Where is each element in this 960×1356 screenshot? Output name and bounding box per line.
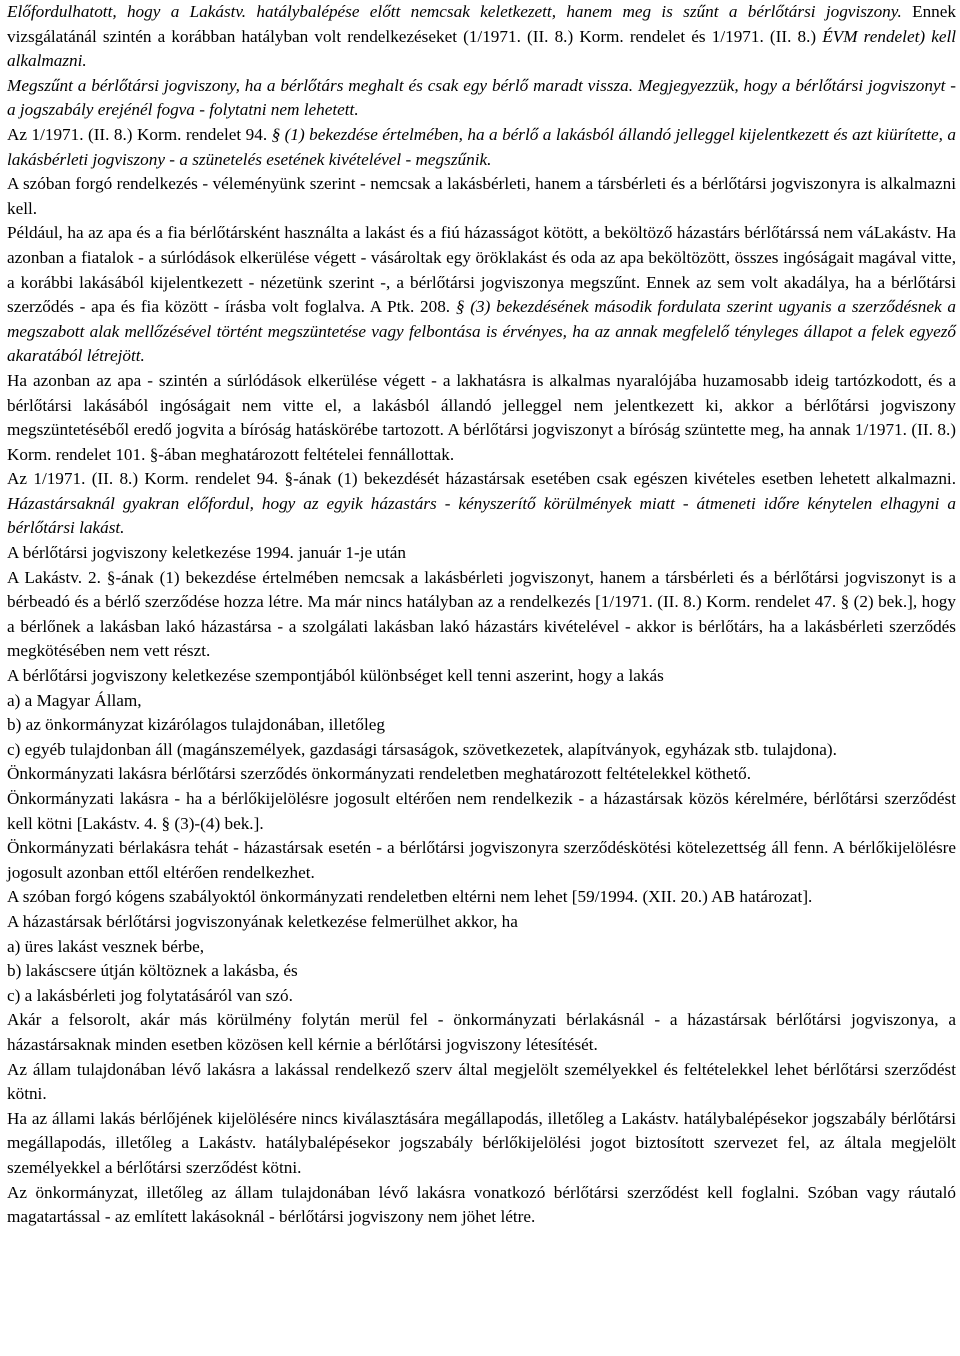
text-segment: Ha az állami lakás bérlőjének kijelölésére nincs kiválasztására megállapodás, illetőleg a Lakástv. hatálybalépésekor jogszabály bérlőtársi megállapodás, illetőleg a Lakástv. hatálybalépésekor jogszabály bérlőkijelölési jogot biztosított szervezet fel, az általa megjelölt személyekkel a bérlőtársi szerződést kötni.: [7, 1108, 956, 1177]
text-segment: ÉVM rendelet) kell alkalmazni.: [7, 26, 956, 71]
text-segment: A bérlőtársi jogviszony keletkezése 1994. január 1-je után: [7, 543, 407, 563]
text-segment: b) az önkormányzat kizárólagos tulajdonában, illetőleg: [7, 715, 385, 735]
text-segment: Az 1/1971. (II. 8.) Korm. rendelet 94.: [7, 124, 272, 144]
text-segment: Ennek vizsgálatánál szintén a korábban hatályban volt rendelkezéseket (1/1971. (II. 8.) Korm. rendelet és 1/1971. (II. 8.): [7, 2, 956, 46]
text-segment: Önkormányzati bérlakásra tehát - házastársak esetén - a bérlőtársi jogviszonyra szerződéskötési kötelezettség áll fenn. A bérlőkijelölésre jogosult azonban ettől eltérően rendelkezhet.: [7, 838, 956, 882]
paragraph: [7, 541, 956, 566]
paragraph: [7, 910, 956, 935]
paragraph: [7, 689, 956, 714]
text-segment: Előfordulhatott, hogy a Lakástv. hatálybalépése előtt nemcsak keletkezett, hanem meg is szűnt a bérlőtársi jogviszony.: [7, 2, 913, 21]
text-segment: a) a Magyar Állam,: [7, 690, 142, 710]
text-segment: Házastársaknál gyakran előfordul, hogy az egyik házastárs - kényszerítő körülmények miatt - átmeneti időre kénytelen elhagyni a bérlőtársi lakást.: [7, 493, 956, 538]
paragraph: [7, 1058, 956, 1107]
paragraph: [7, 74, 956, 123]
paragraph: [7, 787, 956, 836]
text-segment: c) egyéb tulajdonban áll (magánszemélyek, gazdasági társaságok, szövetkezetek, alapítványok, egyházak stb. tulajdona).: [7, 739, 837, 759]
paragraph: [7, 713, 956, 738]
text-segment: A Lakástv. 2. §-ának (1) bekezdése értelmében nemcsak a lakásbérleti jogviszonyt, hanem a társbérleti és a bérlőtársi jogviszonyt is a bérbeadó és a bérlő szerződése hozza létre. Ma már nincs hatályban az a rendelkezés [1/1971. (II. 8.) Korm. rendelet 47. § (2) bek.], hogy a bérlőnek a lakásban lakó házastársa - a szolgálati lakásban lakó házastárs kivételével - akkor is bérlőtárs, ha a lakásbérleti szerződés megkötésében nem vett részt.: [7, 567, 956, 661]
text-segment: Ha azonban az apa - szintén a súrlódások elkerülése végett - a lakhatásra is alkalmas nyaralójába huzamosabb ideig tartózkodott, és a bérlőtársi lakásából ingóságait nem vitte el, a lakásból állandó jelleggel nem jelentkezett ki, akkor a bérlőtársi jogviszony megszüntetéséből eredő jogvita a bíróság hatáskörébe tartozott. A bérlőtársi jogviszonyt a bíróság szüntette meg, ha annak 1/1971. (II. 8.) Korm. rendelet 101. §-ában meghatározott feltételei fennállottak.: [7, 370, 956, 464]
text-segment: A szóban forgó rendelkezés - véleményünk szerint - nemcsak a lakásbérleti, hanem a társbérleti és a bérlőtársi jogviszonyra is alkalmazni kell.: [7, 174, 956, 218]
paragraph: [7, 836, 956, 885]
text-segment: c) a lakásbérleti jog folytatásáról van szó.: [7, 985, 293, 1005]
text-segment: Az állam tulajdonában lévő lakásra a lakással rendelkező szerv által megjelölt személyekkel és feltételekkel lehet bérlőtársi szerződést kötni.: [7, 1059, 956, 1104]
paragraph: [7, 984, 956, 1009]
text-segment: Akár a felsorolt, akár más körülmény folytán merül fel - önkormányzati bérlakásnál - a házastársak bérlőtársi jogviszonya, a házastársaknak minden esetben közösen kell kérnie a bérlőtársi jogviszony létesítését.: [7, 1010, 956, 1054]
text-segment: A bérlőtársi jogviszony keletkezése szempontjából különbséget kell tenni aszerint, hogy a lakás: [7, 666, 664, 686]
text-segment: Az 1/1971. (II. 8.) Korm. rendelet 94. §-ának (1) bekezdését házastársak esetében csak egészen kivételes esetben lehetett alkalmazni.: [7, 469, 956, 489]
text-segment: Önkormányzati lakásra - ha a bérlőkijelölésre jogosult eltérően nem rendelkezik - a házastársak közös kérelmére, bérlőtársi szerződést kell kötni [Lakástv. 4. § (3)-(4) bek.].: [7, 789, 956, 833]
text-segment: Ha azonban a fiatalok - a súrlódások elkerülése végett - vásároltak egy öröklakást és oda az apa beköltözött, összes ingóságait magával vitte, a korábbi lakásából kijelentkezett - nézetünk szerint -, a bérlőtársi jogviszonya megszűnt. Ennek az sem volt akadálya, ha a bérlőtársi szerződés - apa és fia között - írásba volt foglalva. A Ptk. 208.: [7, 223, 956, 317]
paragraph: [7, 369, 956, 467]
paragraph: [7, 566, 956, 664]
text-segment: A szóban forgó kógens szabályoktól önkormányzati rendeletben eltérni nem lehet [59/1994. (XII. 20.) AB határozat].: [7, 887, 813, 907]
text-segment: b) lakáscsere útján költöznek a lakásba, és: [7, 961, 298, 981]
paragraph: [7, 1181, 956, 1230]
text-segment: a) üres lakást vesznek bérbe,: [7, 936, 205, 956]
paragraph: [7, 1107, 956, 1181]
paragraph: [7, 959, 956, 984]
text-segment: § (3) bekezdésének második fordulata szerint ugyanis a szerződésnek a megszabott alak mellőzésével történt megszüntetése vagy felbontása is érvényes, ha az annak megfelelő tényleges állapot a felek egyező akaratából létrejött.: [7, 297, 956, 366]
paragraph: [7, 762, 956, 787]
text-segment: § (1) bekezdése értelmében, ha a bérlő a lakásból állandó jelleggel kijelentkezett és azt kiürítette, a lakásbérleti jogviszony - a szünetelés esetének kivételével - megszűnik.: [7, 124, 956, 169]
paragraph: [7, 738, 956, 763]
paragraph: [7, 123, 956, 172]
text-segment: Például, ha az apa és a fia bérlőtársként használta a lakást és a fiú házasságot kötött, a beköltöző házastárs bérlőtárssá nem váLakástv.: [7, 223, 936, 243]
paragraph: [7, 885, 956, 910]
paragraph: [7, 467, 956, 541]
paragraph: [7, 0, 956, 74]
paragraph: [7, 935, 956, 960]
text-segment: Megszűnt a bérlőtársi jogviszony, ha a bérlőtárs meghalt és csak egy bérlő maradt vissza. Megjegyezzük, hogy a bérlőtársi jogviszonyt - a jogszabály erejénél fogva - folytatni nem lehetett.: [7, 75, 956, 120]
text-segment: Önkormányzati lakásra bérlőtársi szerződés önkormányzati rendeletben meghatározott feltételekkel köthető.: [7, 764, 752, 784]
paragraph: [7, 664, 956, 689]
paragraph: [7, 172, 956, 221]
paragraph: [7, 221, 956, 369]
paragraph: [7, 1008, 956, 1057]
text-segment: A házastársak bérlőtársi jogviszonyának keletkezése felmerülhet akkor, ha: [7, 911, 518, 931]
text-segment: Az önkormányzat, illetőleg az állam tulajdonában lévő lakásra vonatkozó bérlőtársi szerződést kell foglalni. Szóban vagy ráutaló magatartással - az említett lakásoknál - bérlőtársi jogviszony nem jöhet létre.: [7, 1182, 956, 1227]
